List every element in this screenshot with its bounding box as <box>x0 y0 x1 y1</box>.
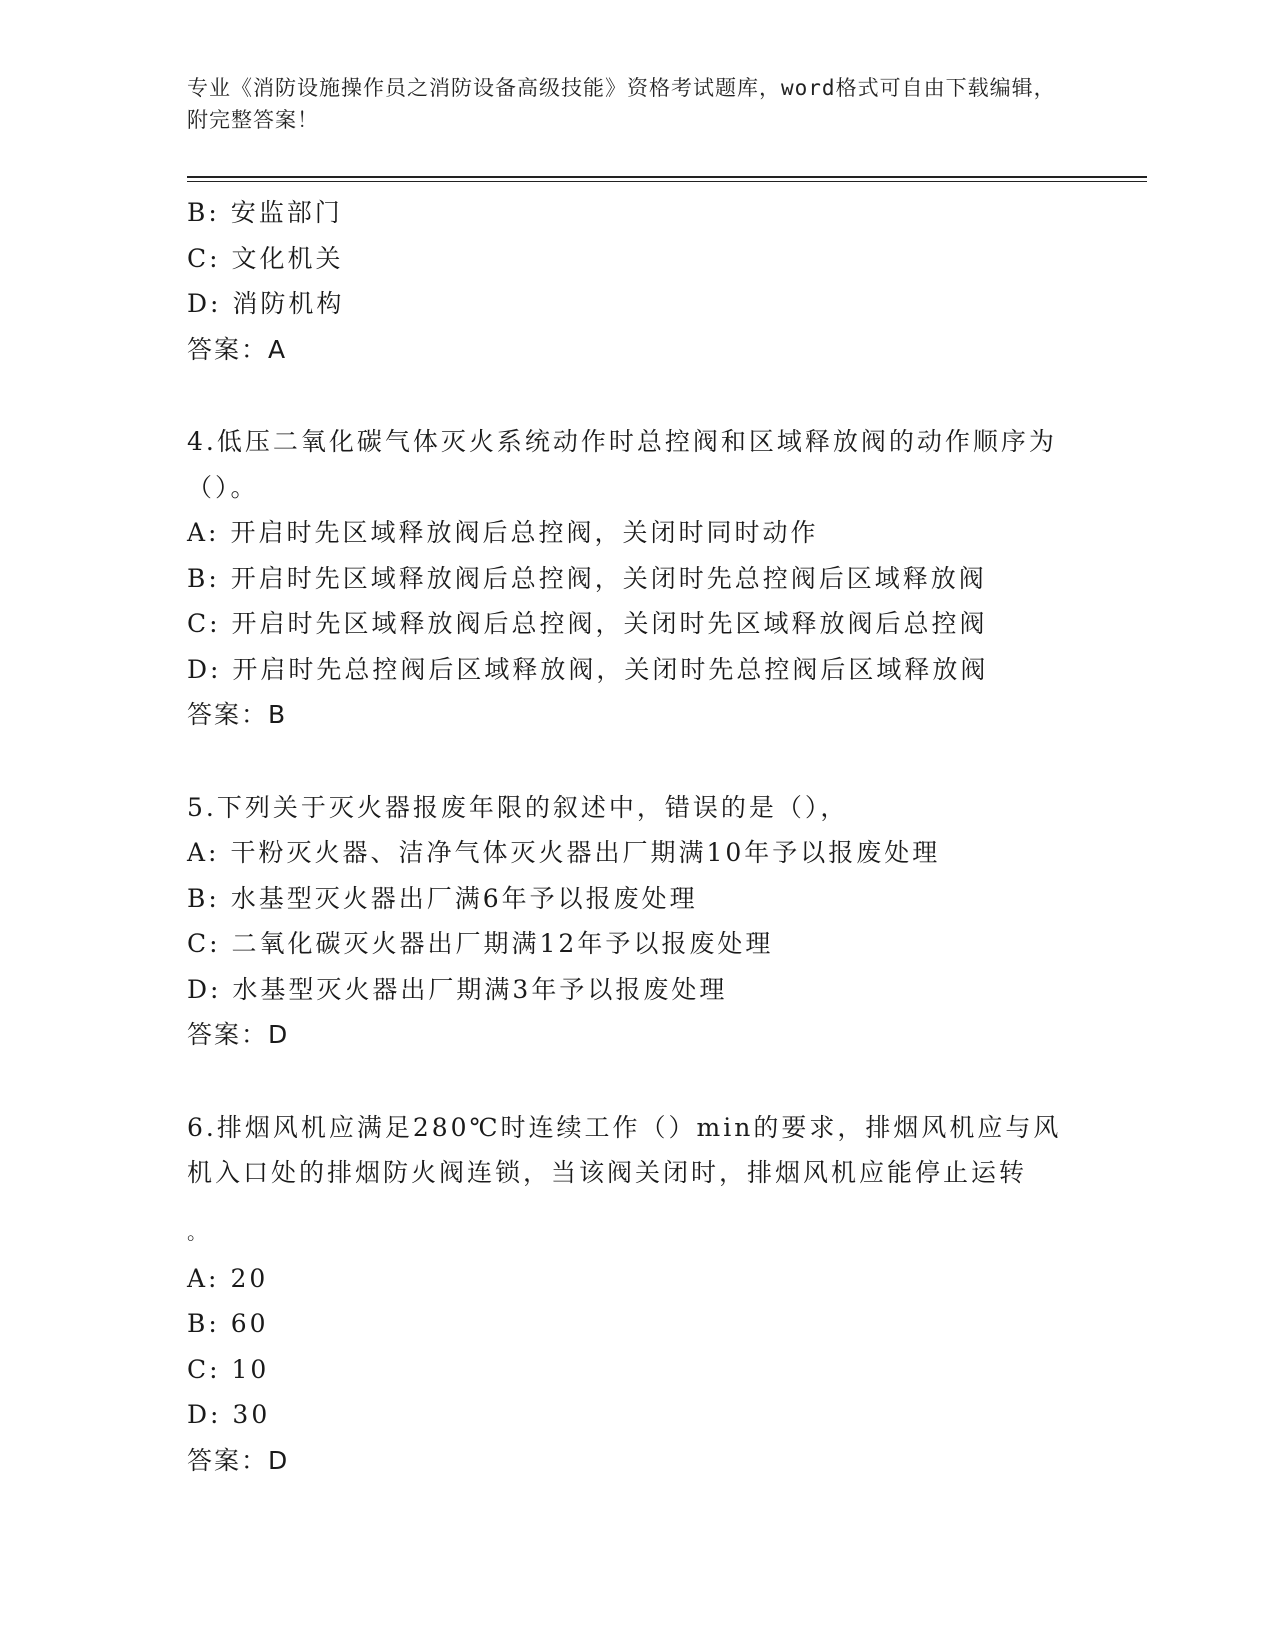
option-d <box>187 1392 1087 1438</box>
option-text: 开启时先区域释放阀后总控阀，关闭时先区域释放阀后总控阀 <box>231 609 988 638</box>
question-text: 6.排烟风机应满足280℃时连续工作（）min的要求，排烟风机应与风机入口处的排烟防火阀连锁，当该阀关闭时，排烟风机应能停止运转 <box>187 1112 1062 1187</box>
option-text: 开启时先区域释放阀后总控阀，关闭时同时动作 <box>230 518 819 547</box>
option-c <box>187 1347 1087 1393</box>
option-b <box>187 556 1087 602</box>
option-text: 水基型灭火器出厂期满3年予以报废处理 <box>232 974 728 1004</box>
question-3-tail <box>187 190 1087 372</box>
option-label: D: <box>187 654 222 684</box>
answer: 答案：D <box>187 1020 290 1049</box>
option-text: 二氧化碳灭火器出厂期满12年予以报废处理 <box>231 929 774 958</box>
option-a <box>187 1256 1087 1302</box>
option-label: C: <box>187 609 221 638</box>
option-text: 开启时先总控阀后区域释放阀，关闭时先总控阀后区域释放阀 <box>232 654 989 684</box>
option-label: D: <box>187 289 222 318</box>
option-text: 文化机关 <box>231 243 344 273</box>
option-text: 消防机构 <box>232 289 345 318</box>
option-text: 干粉灭火器、洁净气体灭火器出厂期满10年予以报废处理 <box>230 838 941 867</box>
option-d <box>187 647 1087 693</box>
option-label: D: <box>187 1400 222 1429</box>
option-label: A: <box>187 838 220 867</box>
question-5 <box>187 785 1087 1058</box>
question-spacer <box>187 372 1087 419</box>
option-c <box>187 921 1087 967</box>
option-label: C: <box>187 1354 221 1384</box>
question-text: 5.下列关于灭火器报废年限的叙述中，错误的是（）， <box>187 792 849 822</box>
option-label: C: <box>187 243 221 273</box>
question-list <box>187 190 1087 1483</box>
option-label: B: <box>187 883 220 913</box>
question-text-tail: 。 <box>187 1219 210 1244</box>
answer: 答案：D <box>187 1445 290 1475</box>
option-label: A: <box>187 518 220 547</box>
option-c <box>187 601 1087 647</box>
option-label: B: <box>187 198 220 227</box>
question-6 <box>187 1105 1087 1484</box>
option-text: 20 <box>230 1263 269 1293</box>
answer: 答案：A <box>187 334 288 364</box>
option-label: D: <box>187 974 222 1004</box>
option-text: 30 <box>232 1400 271 1429</box>
option-c <box>187 236 1087 282</box>
question-4 <box>187 419 1087 738</box>
header-divider-thin <box>187 181 1147 182</box>
option-text: 安监部门 <box>230 198 343 227</box>
question-spacer <box>187 1058 1087 1105</box>
option-label: A: <box>187 1263 220 1293</box>
option-b <box>187 1301 1087 1347</box>
option-label: B: <box>187 1309 220 1338</box>
option-text: 60 <box>230 1309 269 1338</box>
page-header: 专业《消防设施操作员之消防设备高级技能》资格考试题库，word格式可自由下载编辑，附完整答案！ <box>187 76 1056 132</box>
question-text: 4.低压二氧化碳气体灭火系统动作时总控阀和区域释放阀的动作顺序为（）。 <box>187 427 1057 502</box>
option-text: 水基型灭火器出厂满6年予以报废处理 <box>230 883 698 913</box>
option-b <box>187 190 1087 236</box>
question-spacer <box>187 738 1087 785</box>
option-a <box>187 830 1087 876</box>
option-text: 开启时先区域释放阀后总控阀，关闭时先总控阀后区域释放阀 <box>230 563 987 593</box>
option-d <box>187 967 1087 1013</box>
option-b <box>187 876 1087 922</box>
option-label: B: <box>187 563 220 593</box>
header-divider-thick <box>187 176 1147 178</box>
option-label: C: <box>187 929 221 958</box>
option-text: 10 <box>231 1354 270 1384</box>
option-a <box>187 510 1087 556</box>
option-d <box>187 281 1087 327</box>
answer: 答案：B <box>187 700 288 729</box>
